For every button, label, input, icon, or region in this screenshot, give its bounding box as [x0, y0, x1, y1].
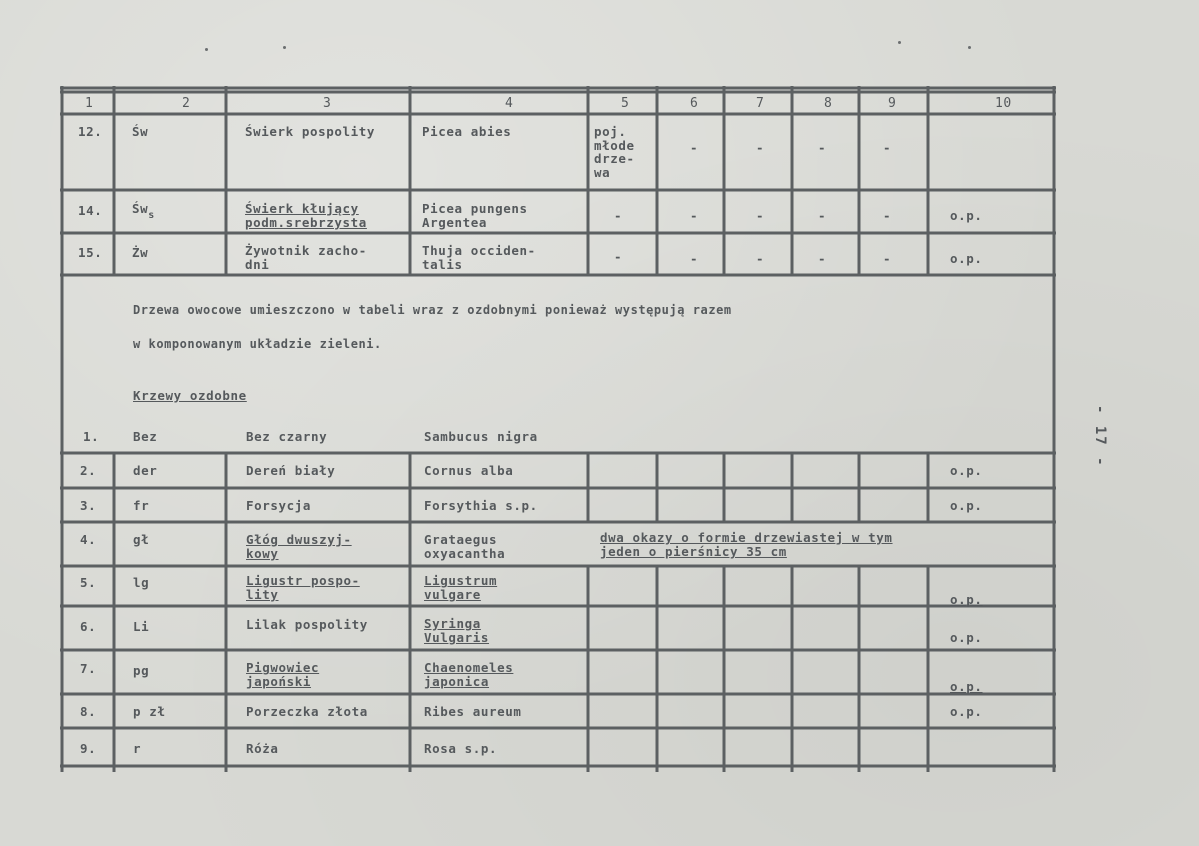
col-header-10: 10	[995, 96, 1012, 111]
row-symbol: lg	[133, 575, 150, 590]
row-name: Głóg dwuszyj- kowy	[246, 532, 352, 561]
row-latin: Picea abies	[422, 124, 512, 139]
row-col7: -	[756, 208, 765, 223]
row-col5: -	[614, 208, 623, 223]
row-name: Bez czarny	[246, 429, 328, 444]
scan-speck	[205, 48, 208, 51]
row-nr: 1.	[83, 429, 100, 444]
row-col10: o.p.	[950, 498, 983, 513]
row-symbol-main: Św	[132, 201, 149, 216]
scan-speck	[968, 46, 971, 49]
row-col10: o.p.	[950, 463, 983, 478]
section-title: Krzewy ozdobne	[133, 388, 247, 403]
row-symbol: Bez	[133, 429, 158, 444]
row-name: Świerk kłujący podm.srebrzysta	[245, 201, 367, 230]
row-nr: 7.	[80, 661, 97, 676]
row-col10: o.p.	[950, 679, 983, 694]
row-symbol: r	[133, 741, 142, 756]
row-name: Lilak pospolity	[246, 617, 368, 632]
row-col5: poj. młode drze- wa	[594, 124, 635, 180]
row-symbol: Św	[132, 124, 149, 139]
row-symbol: fr	[133, 498, 150, 513]
row-col10: o.p.	[950, 208, 983, 223]
col-header-2: 2	[182, 96, 191, 111]
row-col10: o.p.	[950, 630, 983, 645]
row-col9: -	[883, 140, 892, 155]
row-col9: -	[883, 208, 892, 223]
row-name: Porzeczka złota	[246, 704, 368, 719]
row-latin: Syringa Vulgaris	[424, 616, 490, 645]
col-header-1: 1	[85, 96, 94, 111]
note-line-1: Drzewa owocowe umieszczono w tabeli wraz z ozdobnymi ponieważ występują razem	[133, 303, 732, 317]
row-col7: -	[756, 251, 765, 266]
row-nr: 8.	[80, 704, 97, 719]
row-col10: o.p.	[950, 704, 983, 719]
row-symbol	[132, 201, 155, 221]
row-nr: 9.	[80, 741, 97, 756]
row-nr: 6.	[80, 619, 97, 634]
row-latin: Cornus alba	[424, 463, 514, 478]
col-header-9: 9	[888, 96, 897, 111]
row-name: Forsycja	[246, 498, 312, 513]
col-header-3: 3	[323, 96, 332, 111]
row-latin: Forsythia s.p.	[424, 498, 538, 513]
row-col6: -	[690, 140, 699, 155]
row-latin: Picea pungens Argentea	[422, 201, 528, 230]
row-nr: 12.	[78, 124, 103, 139]
row-col7: -	[756, 140, 765, 155]
row-latin: Grataegus oxyacantha	[424, 532, 506, 561]
row-col5: -	[614, 249, 623, 264]
row-remark: dwa okazy o formie drzewiastej w tym jeden o pierśnicy 35 cm	[600, 530, 893, 559]
row-latin: Ligustrum vulgare	[424, 573, 498, 602]
row-name: Dereń biały	[246, 463, 336, 478]
col-header-6: 6	[690, 96, 699, 111]
row-nr: 4.	[80, 532, 97, 547]
row-col10: o.p.	[950, 592, 983, 607]
page-number: - 17 -	[1092, 405, 1108, 468]
row-latin: Thuja occiden- talis	[422, 243, 536, 272]
row-nr: 14.	[78, 203, 103, 218]
col-header-5: 5	[621, 96, 630, 111]
col-header-8: 8	[824, 96, 833, 111]
row-nr: 3.	[80, 498, 97, 513]
row-col8: -	[818, 208, 827, 223]
row-col8: -	[818, 251, 827, 266]
row-symbol: pg	[133, 663, 150, 678]
row-symbol-subscript: s	[148, 210, 155, 221]
row-nr: 2.	[80, 463, 97, 478]
scan-speck	[898, 41, 901, 44]
row-latin: Chaenomeles japonica	[424, 660, 514, 689]
row-latin: Ribes aureum	[424, 704, 522, 719]
row-name: Róża	[246, 741, 279, 756]
col-header-7: 7	[756, 96, 765, 111]
row-latin: Rosa s.p.	[424, 741, 498, 756]
row-name: Pigwowiec japoński	[246, 660, 320, 689]
row-col10: o.p.	[950, 251, 983, 266]
note-line-2: w komponowanym układzie zieleni.	[133, 337, 382, 351]
col-header-4: 4	[505, 96, 514, 111]
row-col8: -	[818, 140, 827, 155]
row-latin: Sambucus nigra	[424, 429, 538, 444]
row-symbol: p zł	[133, 704, 166, 719]
row-nr: 5.	[80, 575, 97, 590]
row-symbol: der	[133, 463, 158, 478]
scan-speck	[283, 46, 286, 49]
row-nr: 15.	[78, 245, 103, 260]
row-col9: -	[883, 251, 892, 266]
row-name: Żywotnik zacho- dni	[245, 243, 367, 272]
row-name: Ligustr pospo- lity	[246, 573, 360, 602]
row-symbol: gł	[133, 532, 150, 547]
row-col6: -	[690, 251, 699, 266]
row-col6: -	[690, 208, 699, 223]
row-symbol: Li	[133, 619, 150, 634]
row-name: Świerk pospolity	[245, 124, 376, 139]
row-symbol: Żw	[132, 245, 149, 260]
